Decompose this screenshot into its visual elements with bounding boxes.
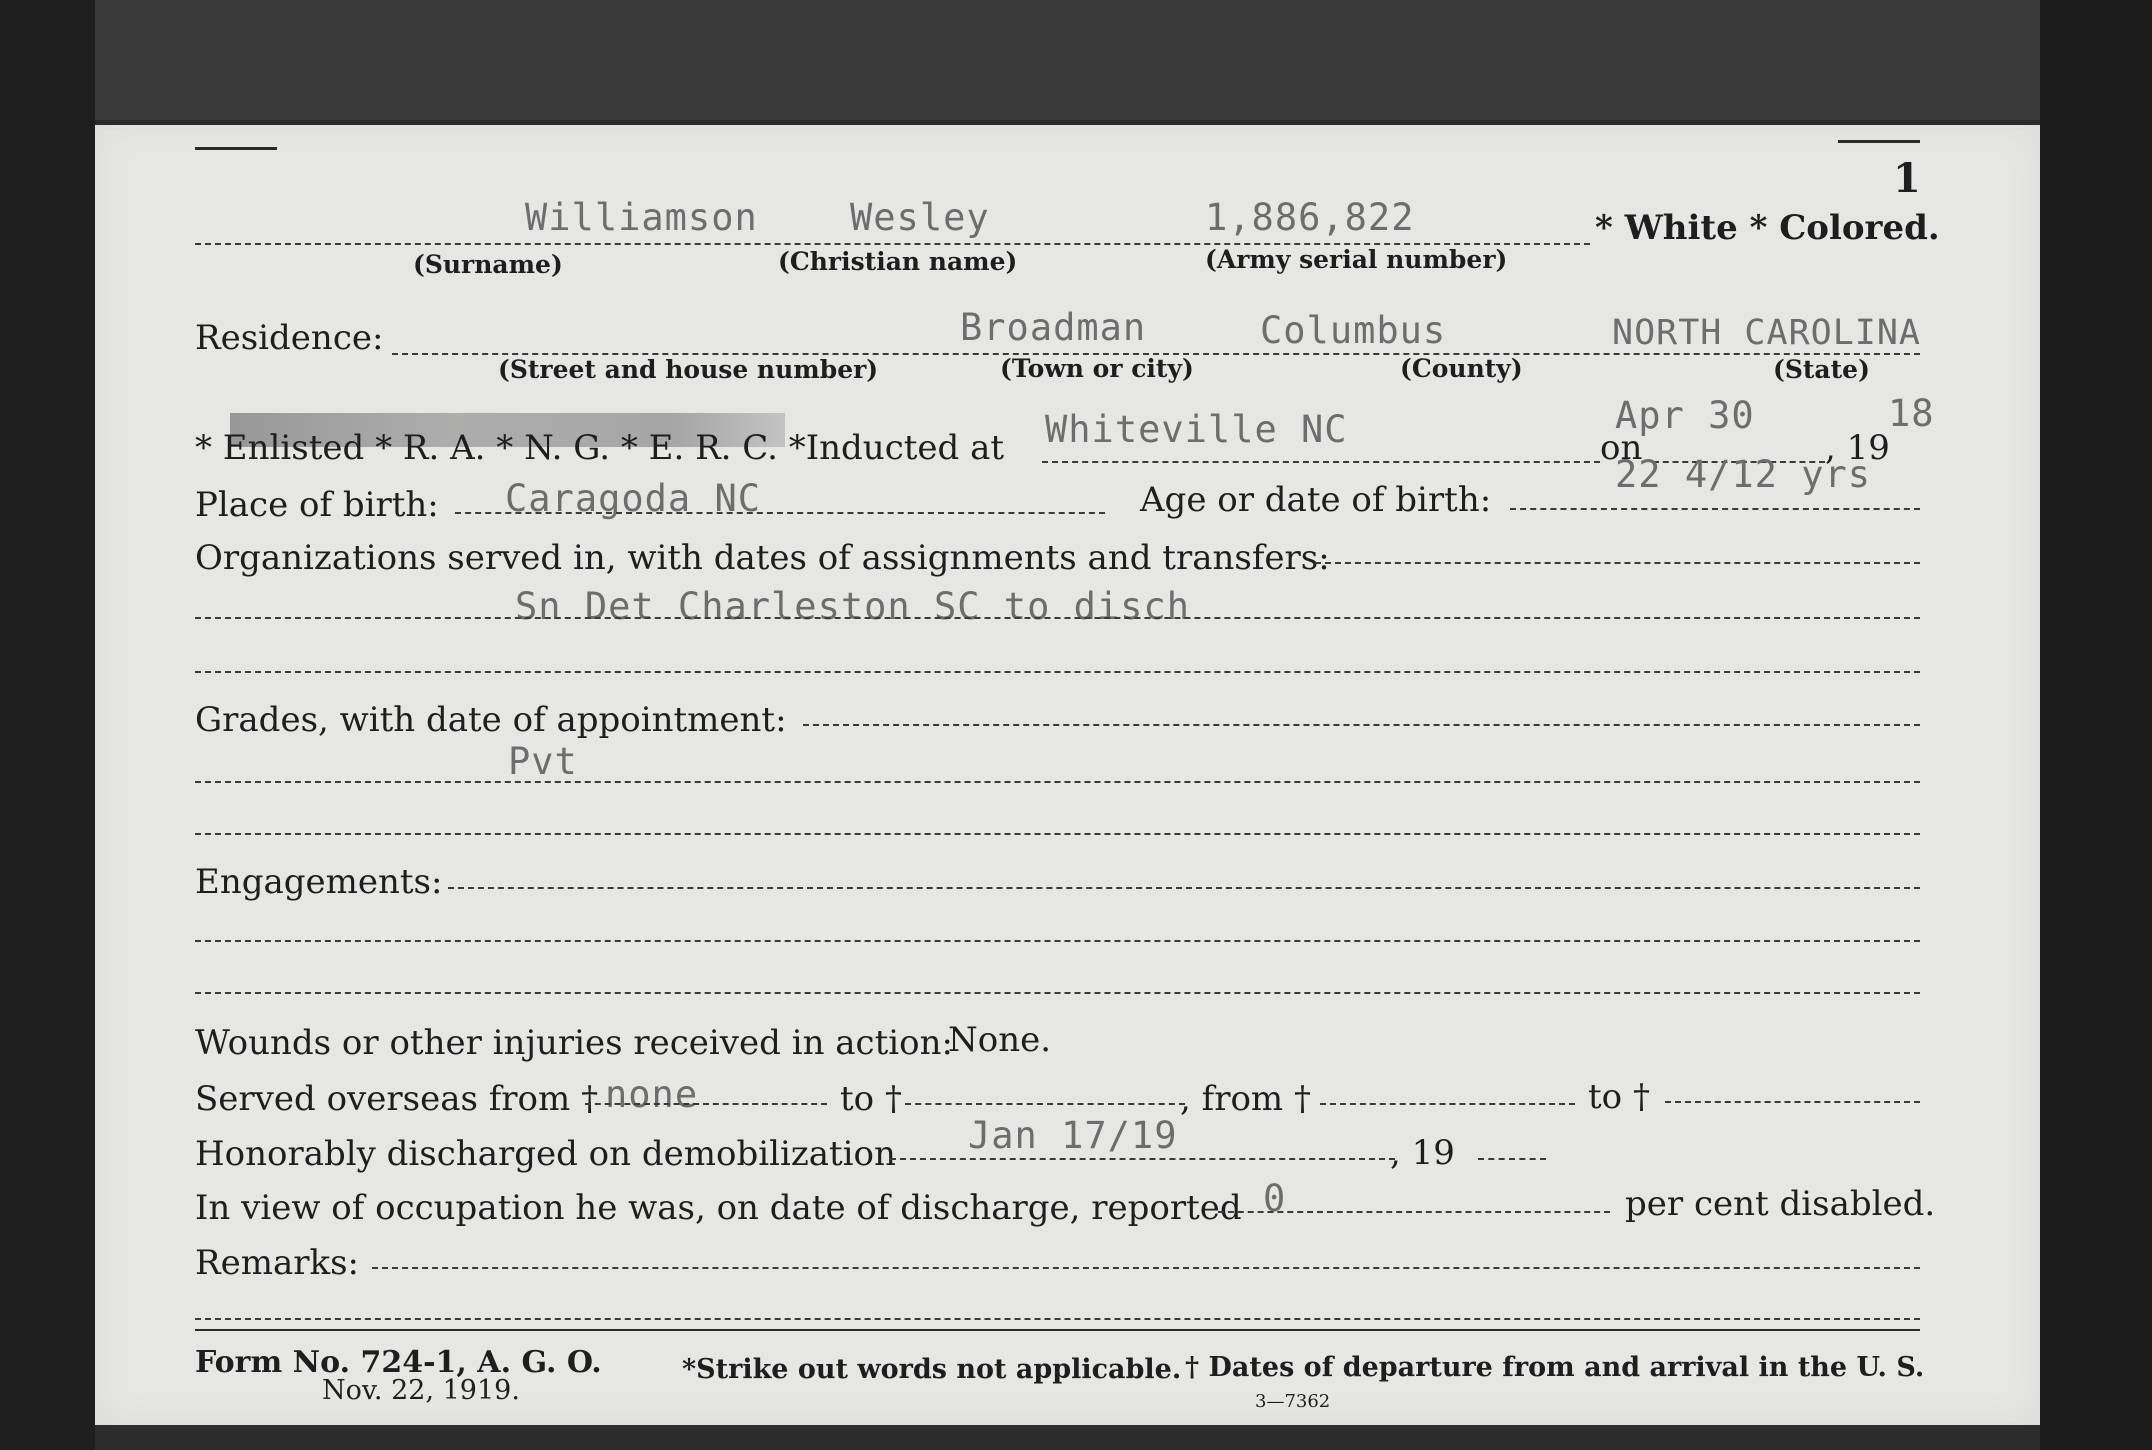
remarks-line-1	[372, 1267, 1920, 1269]
street-caption: (Street and house number)	[498, 355, 879, 384]
discharge-year-line	[1478, 1158, 1546, 1160]
form-date: Nov. 22, 1919.	[322, 1375, 520, 1406]
grades-line-3	[195, 833, 1920, 835]
card-number: 1	[1893, 155, 1921, 202]
print-code: 3—7362	[1255, 1391, 1331, 1412]
overseas-to2-line	[1665, 1101, 1920, 1103]
discharge-date-line	[890, 1158, 1395, 1160]
organizations-line-3	[195, 671, 1920, 673]
serial-number-value: 1,886,822	[1205, 196, 1415, 239]
residence-county-value: Columbus	[1260, 309, 1447, 352]
organizations-value: Sn Det Charleston SC to disch	[515, 585, 1191, 628]
organizations-line-2	[195, 617, 1920, 619]
organizations-line-1	[1315, 562, 1920, 564]
disability-suffix: per cent disabled.	[1625, 1184, 1936, 1224]
grades-line-2	[195, 781, 1920, 783]
surname-value: Williamson	[525, 196, 758, 239]
place-of-birth-line	[455, 512, 1105, 514]
place-of-birth-label: Place of birth:	[195, 485, 439, 525]
serial-number-caption: (Army serial number)	[1205, 245, 1508, 274]
remarks-line-2	[195, 1318, 1920, 1320]
on-label: on	[1600, 428, 1643, 468]
christian-name-caption: (Christian name)	[778, 247, 1018, 276]
grades-label: Grades, with date of appointment:	[195, 700, 787, 740]
state-caption: (State)	[1773, 355, 1870, 384]
top-left-rule	[195, 147, 277, 150]
county-caption: (County)	[1400, 354, 1523, 383]
residence-state-value: NORTH CAROLINA	[1612, 313, 1922, 353]
inducted-place-value: Whiteville NC	[1045, 408, 1348, 451]
footer-rule	[195, 1329, 1920, 1331]
age-value: 22 4/12 yrs	[1615, 453, 1872, 496]
enlistment-year-value: 18	[1888, 392, 1935, 435]
enlistment-date-value: Apr 30	[1615, 394, 1755, 437]
overseas-from2-label: , from †	[1180, 1079, 1311, 1119]
engagements-line-3	[195, 992, 1920, 994]
disability-value: 0	[1263, 1177, 1287, 1220]
scan-background-left	[0, 0, 95, 1450]
organizations-label: Organizations served in, with dates of assignments and transfers:	[195, 538, 1330, 578]
remarks-label: Remarks:	[195, 1243, 359, 1283]
disability-label: In view of occupation he was, on date of discharge, reported	[195, 1188, 1242, 1228]
wounds-label: Wounds or other injuries received in action:	[195, 1023, 953, 1063]
residence-town-value: Broadman	[960, 306, 1147, 349]
overseas-from2-line	[1320, 1103, 1575, 1105]
age-line	[1510, 508, 1920, 510]
form-number: Form No. 724-1, A. G. O.	[195, 1345, 602, 1380]
grades-line-1	[803, 724, 1920, 726]
surname-caption: (Surname)	[413, 250, 563, 279]
dates-note: † Dates of departure from and arrival in the U. S.	[1185, 1352, 1925, 1383]
scan-background-right	[2040, 0, 2152, 1450]
disability-line	[1218, 1211, 1610, 1213]
overseas-value: none	[605, 1073, 699, 1116]
overseas-to-label: to †	[840, 1079, 902, 1119]
discharge-label: Honorably discharged on demobilization	[195, 1134, 896, 1174]
discharge-year-label: , 19	[1390, 1133, 1455, 1173]
strike-note: *Strike out words not applicable.	[682, 1354, 1182, 1385]
grades-value: Pvt	[508, 740, 578, 783]
overseas-to2-label: to †	[1588, 1077, 1650, 1117]
age-label: Age or date of birth:	[1140, 480, 1492, 520]
discharge-date-value: Jan 17/19	[968, 1114, 1178, 1157]
place-of-birth-value: Caragoda NC	[505, 477, 762, 520]
engagements-label: Engagements:	[195, 862, 443, 902]
town-caption: (Town or city)	[1000, 354, 1194, 383]
inducted-line	[1042, 461, 1600, 463]
top-right-rule	[1838, 140, 1920, 143]
scan-background-top	[0, 0, 2152, 120]
wounds-value: None.	[948, 1020, 1052, 1060]
enlistment-label: * Enlisted * R. A. * N. G. * E. R. C. *Inducted at	[195, 428, 1005, 468]
overseas-to-line	[905, 1103, 1185, 1105]
overseas-label: Served overseas from †	[195, 1079, 599, 1119]
enlistment-year-label: , 19	[1825, 428, 1890, 468]
overseas-from-line	[585, 1103, 827, 1105]
race-options: * White * Colored.	[1595, 208, 1940, 248]
residence-label: Residence:	[195, 318, 384, 358]
christian-name-value: Wesley	[850, 196, 990, 239]
engagements-line-1	[448, 887, 1920, 889]
engagements-line-2	[195, 940, 1920, 942]
